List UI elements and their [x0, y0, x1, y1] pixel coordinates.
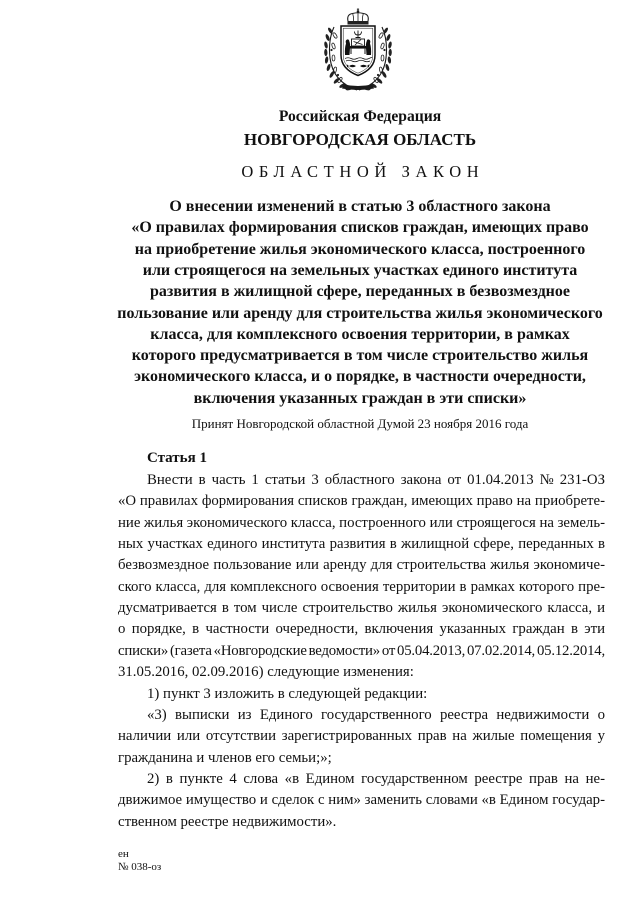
- title-line: [100, 366, 620, 387]
- paragraph-first-line-text: 2) в пункте 4 слова «в Едином государственном реестре прав на не-: [147, 770, 605, 787]
- paragraph-first-line-text: Внести в часть 1 статьи 3 областного закона от 01.04.2013 № 231-ОЗ: [147, 472, 605, 488]
- title-line: [100, 196, 620, 217]
- registration-number: № 038-оз: [118, 861, 162, 873]
- paragraph-line-text: движимое имущество и сделок с ним» заменить словами «в Едином государ-: [118, 792, 605, 809]
- title-line-text: пользование или аренду для строительства жилья экономического: [117, 304, 603, 322]
- paragraph-line-text: гражданина и членов его семьи;»;: [118, 749, 332, 766]
- paragraph-line-text: наличии или отсутствии зарегистрированных прав на жилые помещения у: [118, 728, 605, 745]
- paragraph-line-text: ных участках единого института развития в жилищной сфере, переданных в: [118, 536, 605, 553]
- paragraph-line: [118, 577, 605, 598]
- executor-initials: ен: [118, 848, 129, 860]
- title-line-text: «О правилах формирования списков граждан, имеющих право: [131, 219, 589, 237]
- title-line: [100, 281, 620, 302]
- title-line-text: или строящегося на земельных участках единого института: [142, 261, 578, 279]
- paragraph-line-text: о порядке, в частности очередности, включения указанных граждан в эти: [118, 621, 605, 638]
- coat-of-arms-icon: [321, 8, 395, 92]
- title-line: [100, 303, 620, 324]
- title-line-text: О внесении изменений в статью 3 областного закона: [169, 198, 551, 215]
- title-line: [100, 217, 620, 238]
- crown: [348, 8, 369, 24]
- paragraph-line: [118, 491, 605, 512]
- article-heading: Статья 1: [147, 450, 207, 466]
- adoption-note: Принят Новгородской областной Думой 23 ноября 2016 года: [191, 416, 529, 431]
- paragraph-line: [118, 662, 605, 683]
- title-line: [100, 388, 620, 409]
- title-line-text: включения указанных граждан в эти списки»: [193, 389, 527, 407]
- title-line: [100, 345, 620, 366]
- paragraph-line: [118, 534, 605, 555]
- paragraph-line-text: списки» (газета «Новгородские ведомости» от 05.04.2013, 07.02.2014, 05.12.2014,: [118, 642, 605, 659]
- paragraph-line: [118, 598, 605, 619]
- paragraph-line-text: «О правилах формирования списков граждан, имеющих право на приобрете-: [118, 493, 605, 510]
- paragraph-line-text: безвозмездное пользование или аренду для строительства жилья экономиче-: [118, 557, 605, 574]
- paragraph-line-text: ского класса, для комплексного освоения территории в рамках которого пре-: [118, 578, 605, 595]
- paragraph-line: [118, 555, 605, 576]
- title-line-text: класса, для комплексного освоения территории, в рамках: [150, 325, 570, 343]
- country-name: Российская Федерация: [278, 108, 442, 125]
- title-line-text: экономического класса, и о порядке, в частности очередности,: [134, 368, 586, 386]
- paragraph-line: [118, 790, 605, 811]
- paragraph-line: [118, 641, 605, 662]
- paragraph-line: [118, 619, 605, 640]
- title-line-text: развития в жилищной сфере, переданных в безвозмездное: [150, 283, 570, 301]
- paragraph-first-line: [147, 705, 605, 726]
- ribbon: [342, 85, 374, 91]
- paragraph-first-line-text: 1) пункт 3 изложить в следующей редакции:: [147, 685, 428, 702]
- shield: [341, 26, 375, 76]
- title-line: [100, 324, 620, 345]
- paragraph-line-text: ние жилья экономического класса, построенного или строящегося на земель-: [118, 514, 605, 531]
- paragraph-line: [118, 748, 605, 769]
- title-line: [100, 239, 620, 260]
- paragraph-first-line: [147, 470, 605, 491]
- paragraph-line: [118, 513, 605, 534]
- paragraph-first-line-text: «3) выписки из Единого государственного реестра недвижимости о: [147, 706, 605, 723]
- paragraph-line: [118, 812, 605, 833]
- paragraph-line-text: 31.05.2016, 02.09.2016) следующие изменения:: [118, 664, 414, 681]
- article-body: [118, 470, 605, 836]
- paragraph-line: [118, 726, 605, 747]
- document-type: ОБЛАСТНОЙ ЗАКОН: [241, 162, 485, 181]
- law-title: [100, 196, 620, 411]
- title-line-text: которого предусматривается в том числе строительство жилья: [131, 347, 589, 365]
- title-line-text: на приобретение жилья экономического класса, построенного: [134, 240, 586, 258]
- paragraph-first-line: [147, 769, 605, 790]
- region-name: НОВГОРОДСКАЯ ОБЛАСТЬ: [243, 130, 477, 149]
- paragraph-first-line: [147, 684, 605, 705]
- paragraph-line-text: ственном реестре недвижимости».: [118, 813, 337, 830]
- title-line: [100, 260, 620, 281]
- paragraph-line-text: дусматривается в том числе строительство жилья экономического класса, и: [118, 600, 605, 617]
